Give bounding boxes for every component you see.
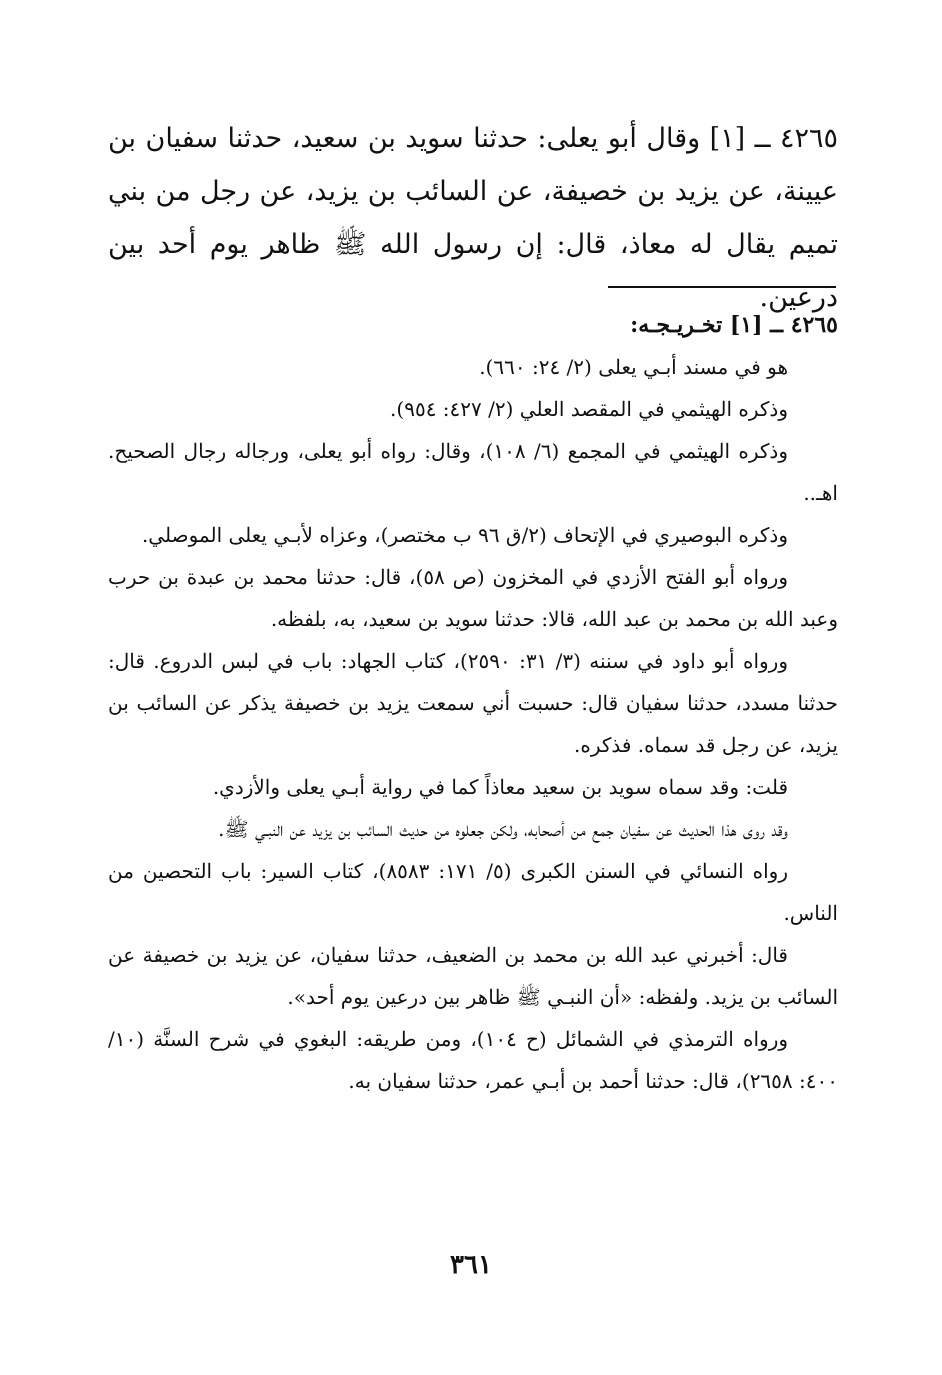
main-hadith-text: [108, 112, 838, 324]
footnote-paragraph: وذكره الهيثمي في المجمع (٦/ ١٠٨)، وقال: رواه أبو يعلى، ورجاله رجال الصحيح. اهـ..: [108, 439, 838, 505]
footnote-heading: ٤٢٦٥ ــ [١] تخـريـجـه:: [630, 312, 838, 338]
footnote-paragraph: وذكره الهيثمي في المقصد العلي (٢/ ٤٢٧: ٩٥٤).: [390, 397, 788, 421]
footnote-paragraph: هو في مسند أبـي يعلى (٢/ ٢٤: ٦٦٠).: [479, 355, 788, 379]
footnote-paragraph: قلت: وقد سماه سويد بن سعيد معاذاً كما في رواية أبـي يعلى والأزدي.: [212, 775, 788, 799]
footnote-paragraph: رواه النسائي في السنن الكبرى (٥/ ١٧١: ٨٥٨٣)، كتاب السير: باب التحصين من الناس.: [108, 859, 838, 925]
footnote-divider: [608, 286, 836, 288]
footnotes-section: [108, 304, 838, 1102]
footnote-paragraph: ورواه الترمذي في الشمائل (ح ١٠٤)، ومن طريقه: البغوي في شرح السنَّة (١٠/ ٤٠٠: ٢٦٥٨)، قال: حدثنا أحمد بن أبـي عمر، حدثنا سفيان به.: [108, 1027, 838, 1093]
footnote-paragraph: قال: أخبرني عبد الله بن محمد بن الضعيف، حدثنا سفيان، عن يزيد بن خصيفة عن السائب بن يزيد. ولفظه: «أن النبـي ﷺ ظاهر بين درعين يوم أحد».: [108, 943, 838, 1009]
page-number: ٣٦١: [450, 1250, 492, 1280]
footnote-paragraph: ورواه أبو الفتح الأزدي في المخزون (ص ٥٨)، قال: حدثنا محمد بن عبدة بن حرب وعبد الله بن محمد بن عبد الله، قالا: حدثنا سويد بن سعيد، به، بلفظه.: [108, 565, 838, 631]
footnote-paragraph: وقد روى هذا الحديث عن سفيان جمع من أصحابه، ولكن جعلوه من حديث السائب بن يزيد عن النبـي ﷺ.: [218, 817, 788, 841]
footnote-paragraph: ورواه أبو داود في سننه (٣/ ٣١: ٢٥٩٠)، كتاب الجهاد: باب في لبس الدروع. قال: حدثنا مسدد، حدثنا سفيان قال: حسبت أني سمعت يزيد بن خصيفة يذكر عن السائب بن يزيد، عن رجل قد سماه. فذكره.: [108, 649, 838, 757]
footnote-paragraph: وذكره البوصيري في الإتحاف (٢/ق ٩٦ ب مختصر)، وعزاه لأبـي يعلى الموصلي.: [141, 523, 788, 547]
hadith-paragraph: ٤٢٦٥ ــ [١] وقال أبو يعلى: حدثنا سويد بن سعيد، حدثنا سفيان بن عيينة، عن يزيد بن خصيفة، عن السائب بن يزيد، عن رجل من بني تميم يقال له معاذ، قال: إن رسول الله ﷺ ظاهر يوم أحد بين درعين.: [108, 123, 838, 313]
